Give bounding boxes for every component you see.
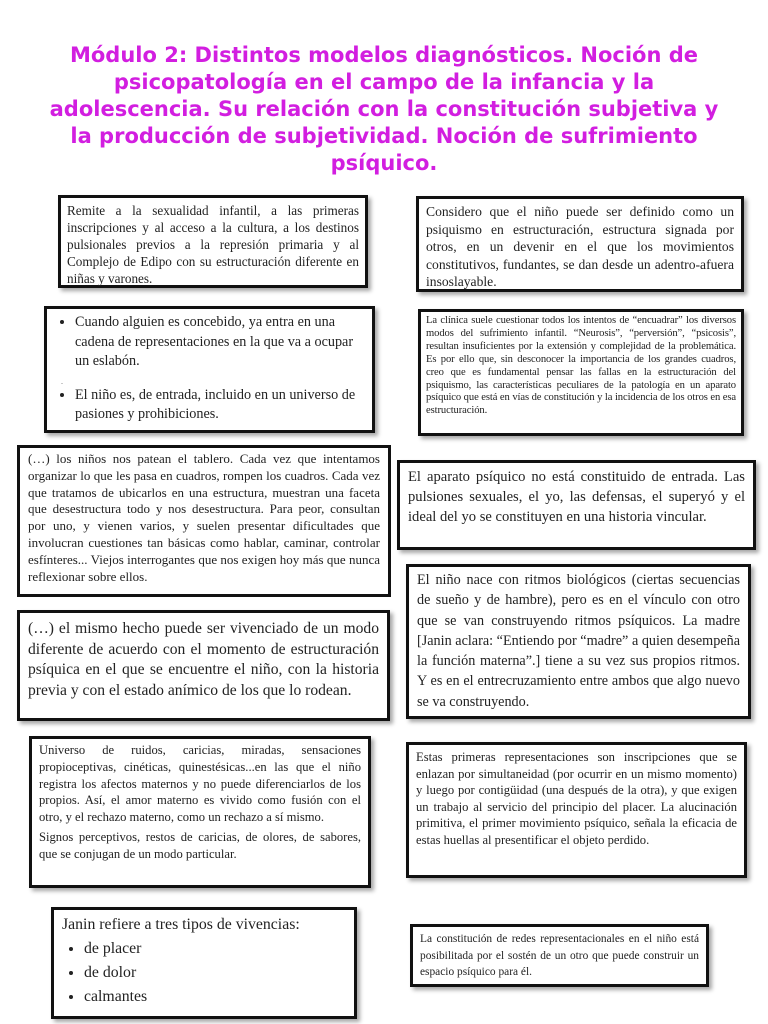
text-box-redes-representacionales: [410, 924, 709, 987]
box-text: (…) el mismo hecho puede ser vivenciado de un modo diferente de acuerdo con el momento de estructuración psíquica en el que se encuentre el niño, con la historia previa y con el estado anímico de los que lo rodean.: [28, 620, 379, 699]
text-box-primeras-representaciones: [406, 742, 747, 878]
bullet-item: • de dolor: [84, 961, 346, 985]
bullet-item: • calmantes: [84, 985, 346, 1009]
text-box-cadena-representaciones: [44, 306, 375, 433]
box-text: El niño nace con ritmos biológicos (ciertas secuencias de sueño y de hambre), pero es en el vínculo con otro que se van construyendo ritmos psíquicos. La madre [Janin aclara: “Entiendo por “madre” a quien desempeña la función materna”.] tiene a su vez sus propios ritmos. Y es en el entrecruzamiento entre ambos que algo nuevo se va construyendo.: [417, 572, 740, 710]
text-box-clinica-encuadrar: [418, 309, 744, 436]
page-title: Módulo 2: Distintos modelos diagnósticos. Noción de psicopatología en el campo de la infancia y la adolescencia. Su relación con la constitución subjetiva y la producción de subjetividad. Noción de sufrimiento psíquico.: [49, 43, 719, 175]
box-text: Considero que el niño puede ser definido como un psiquismo en estructuración, estructura signada por otros, en un devenir en el que los movimientos constitutivos, fundantes, se dan desde un adentro-afuera insoslayable.: [426, 204, 734, 290]
box-text: Estas primeras representaciones son inscripciones que se enlazan por simultaneidad (por ocurrir en un mismo momento) y luego por contigüidad (una después de la otra), y que exigen un trabajo al servicio del principio del placer. La alucinación primitiva, el primer movimiento psíquico, señala la eficacia de estas huellas al presentificar el objeto perdido.: [416, 750, 737, 847]
box-text: Universo de ruidos, caricias, miradas, sensaciones propioceptivas, cinéticas, quinestésicas...en las que el niño registra los afectos maternos y no puede diferenciarlos de los propios. Así, el amor materno es vivido como fusión con el otro, y el rechazo materno, como un rechazo a sí mismo.: [39, 743, 361, 825]
box-text: (…) los niños nos patean el tablero. Cada vez que intentamos organizar lo que les pasa en cuadros, rompen los cuadros. Cada vez que tratamos de ubicarlos en una estructura, muestran una faceta que desestructura todo y nos desestructura. Para peor, consultan por uno, y vienen varios, y suelen presentar dificultades que involucran cuestiones tan básicas como hablar, caminar, controlar esfínteres... Viejos interrogantes que nos exigen hoy más que nunca reflexionar sobre ellos.: [28, 451, 380, 584]
box-text: Remite a la sexualidad infantil, a las primeras inscripciones y al acceso a la cultura, a los destinos pulsionales previos a la represión primaria y al Complejo de Edipo con su estructuración diferente en niñas y varones.: [67, 203, 359, 286]
text-box-sexualidad-infantil: [58, 195, 368, 288]
text-box-mismo-hecho: [17, 610, 390, 721]
box-heading: Janin refiere a tres tipos de vivencias:: [62, 916, 300, 933]
bullet-item: • El niño es, de entrada, incluido en un universo de pasiones y prohibiciones.: [75, 386, 366, 425]
text-box-psiquismo-en-estructuracion: [416, 196, 744, 292]
bullet-item: • Cuando alguien es concebido, ya entra en una cadena de representaciones en la que va a ocupar un eslabón.: [75, 313, 366, 372]
box-text: El aparato psíquico no está constituido de entrada. Las pulsiones sexuales, el yo, las defensas, el superyó y el ideal del yo se constituyen en una historia vincular.: [408, 469, 745, 525]
stray-mark: .: [61, 376, 63, 386]
text-box-aparato-psiquico: [397, 460, 756, 550]
box-text: La clínica suele cuestionar todos los intentos de “encuadrar” los diversos modos del sufrimiento infantil. “Neurosis”, “perversión”, “psicosis”, resultan insuficientes por la extensión y complejidad de la problemática. Es por ello que, sin desconocer la importancia de los grandes cuadros, creo que es fundamental pensar las fallas en la estructuración del psiquismo, las características peculiares de la patología en un aparato psíquico que está en vías de constitución y la incidencia de los otros en esa estructuración.: [426, 315, 736, 417]
text-box-tres-vivencias: [51, 907, 357, 1019]
text-box-ninos-patean-tablero: [17, 445, 391, 597]
box-text: La constitución de redes representacionales en el niño está posibilitada por el sostén de un otro que puede construir un espacio psíquico para él.: [420, 933, 699, 978]
text-box-universo-ruidos: [29, 736, 371, 888]
box-text: Signos perceptivos, restos de caricias, de olores, de sabores, que se conjugan de un modo particular.: [39, 829, 361, 861]
bullet-item: • de placer: [84, 937, 346, 961]
text-box-ritmos-biologicos: [406, 564, 751, 719]
